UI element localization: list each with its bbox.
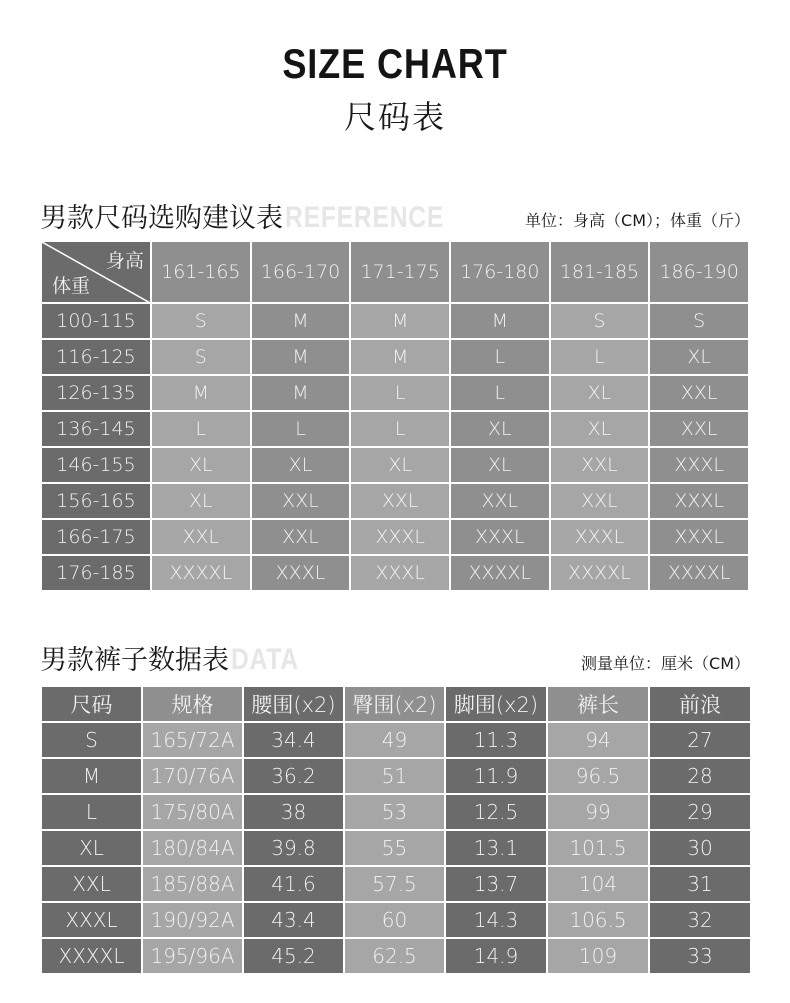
table-row xyxy=(41,938,751,974)
pants-ghost-text: DATA xyxy=(231,643,299,676)
size-cell: L xyxy=(251,411,351,447)
size-cell: L xyxy=(550,339,650,375)
size-cell: XXL xyxy=(649,411,749,447)
measurement-cell: 32 xyxy=(649,902,751,938)
measurement-cell: 36.2 xyxy=(243,758,344,794)
size-cell: S xyxy=(649,303,749,339)
measurement-cell: 31 xyxy=(649,866,751,902)
corner-weight-label: 体重 xyxy=(52,275,91,297)
table-row xyxy=(41,758,751,794)
table-row xyxy=(41,303,749,339)
size-recommendation-table xyxy=(40,240,750,592)
size-cell: M xyxy=(251,375,351,411)
size-cell: M xyxy=(350,339,450,375)
measurement-cell: 13.7 xyxy=(445,866,547,902)
column-header: 前浪 xyxy=(649,686,751,722)
table-row xyxy=(41,830,751,866)
measurement-cell: 96.5 xyxy=(547,758,649,794)
size-cell: M xyxy=(251,303,351,339)
measurement-cell: 12.5 xyxy=(445,794,547,830)
size-cell: XL xyxy=(649,339,749,375)
weight-cell: 176-185 xyxy=(41,555,151,591)
size-cell: XXXXL xyxy=(550,555,650,591)
reference-section-title xyxy=(40,196,479,235)
measurement-cell: 195/96A xyxy=(142,938,243,974)
measurement-cell: 106.5 xyxy=(547,902,649,938)
measurement-cell: 94 xyxy=(547,722,649,758)
size-cell: XL xyxy=(350,447,450,483)
table-row xyxy=(41,555,749,591)
title-chinese: 尺码表 xyxy=(343,98,446,136)
size-label-cell: XXL xyxy=(41,866,142,902)
corner-height-label: 身高 xyxy=(105,250,144,272)
height-header: 181-185 xyxy=(550,241,650,303)
column-header: 裤长 xyxy=(547,686,649,722)
measurement-cell: 104 xyxy=(547,866,649,902)
table-row xyxy=(41,794,751,830)
measurement-cell: 29 xyxy=(649,794,751,830)
size-cell: XXL xyxy=(251,519,351,555)
size-cell: XXXL xyxy=(649,447,749,483)
size-cell: XXL xyxy=(350,483,450,519)
size-cell: XL xyxy=(151,483,251,519)
size-cell: XXXL xyxy=(350,519,450,555)
size-cell: XXXL xyxy=(649,519,749,555)
measurement-cell: 14.3 xyxy=(445,902,547,938)
size-cell: S xyxy=(550,303,650,339)
size-cell: L xyxy=(450,339,550,375)
measurement-cell: 165/72A xyxy=(142,722,243,758)
size-cell: XXL xyxy=(550,447,650,483)
table-row xyxy=(41,722,751,758)
column-header: 尺码 xyxy=(41,686,142,722)
size-cell: XL xyxy=(151,447,251,483)
measurement-cell: 45.2 xyxy=(243,938,344,974)
table-row xyxy=(41,447,749,483)
measurement-cell: 101.5 xyxy=(547,830,649,866)
size-cell: M xyxy=(151,375,251,411)
measurement-cell: 170/76A xyxy=(142,758,243,794)
measurement-cell: 28 xyxy=(649,758,751,794)
column-header: 臀围(x2) xyxy=(344,686,445,722)
title-english: SIZE CHART xyxy=(282,40,508,87)
height-header: 186-190 xyxy=(649,241,749,303)
table-row xyxy=(41,339,749,375)
measurement-cell: 175/80A xyxy=(142,794,243,830)
height-header: 171-175 xyxy=(350,241,450,303)
size-label-cell: M xyxy=(41,758,142,794)
weight-cell: 136-145 xyxy=(41,411,151,447)
measurement-cell: 51 xyxy=(344,758,445,794)
weight-cell: 146-155 xyxy=(41,447,151,483)
size-cell: XL xyxy=(550,375,650,411)
column-header: 腰围(x2) xyxy=(243,686,344,722)
measurement-cell: 60 xyxy=(344,902,445,938)
reference-unit-note: 单位：身高（CM）；体重（斤） xyxy=(525,211,750,230)
size-cell: XXXXL xyxy=(151,555,251,591)
measurement-cell: 27 xyxy=(649,722,751,758)
size-cell: XL xyxy=(550,411,650,447)
weight-cell: 156-165 xyxy=(41,483,151,519)
size-cell: L xyxy=(350,375,450,411)
size-cell: XXXL xyxy=(550,519,650,555)
size-cell: XL xyxy=(450,411,550,447)
table-row xyxy=(41,375,749,411)
size-label-cell: XXXL xyxy=(41,902,142,938)
size-label-cell: XXXXL xyxy=(41,938,142,974)
weight-cell: 126-135 xyxy=(41,375,151,411)
weight-cell: 100-115 xyxy=(41,303,151,339)
table-row xyxy=(41,519,749,555)
size-cell: M xyxy=(350,303,450,339)
height-header: 161-165 xyxy=(151,241,251,303)
size-cell: M xyxy=(251,339,351,375)
weight-cell: 166-175 xyxy=(41,519,151,555)
size-cell: XXXL xyxy=(350,555,450,591)
size-cell: XL xyxy=(251,447,351,483)
pants-data-table xyxy=(40,685,752,975)
reference-title-text: 男款尺码选购建议表 xyxy=(40,203,283,234)
size-cell: XXL xyxy=(649,375,749,411)
pants-section-title xyxy=(40,638,314,677)
size-cell: XXL xyxy=(151,519,251,555)
measurement-cell: 33 xyxy=(649,938,751,974)
measurement-cell: 30 xyxy=(649,830,751,866)
size-cell: M xyxy=(450,303,550,339)
measurement-cell: 38 xyxy=(243,794,344,830)
size-cell: XXXXL xyxy=(649,555,749,591)
measurement-cell: 11.3 xyxy=(445,722,547,758)
measurement-cell: 11.9 xyxy=(445,758,547,794)
weight-cell: 116-125 xyxy=(41,339,151,375)
size-label-cell: L xyxy=(41,794,142,830)
column-header: 规格 xyxy=(142,686,243,722)
column-header: 脚围(x2) xyxy=(445,686,547,722)
pants-title-text: 男款裤子数据表 xyxy=(40,645,229,676)
pants-header-row xyxy=(41,686,751,722)
measurement-cell: 14.9 xyxy=(445,938,547,974)
size-cell: L xyxy=(151,411,251,447)
pants-unit-note: 测量单位：厘米（CM） xyxy=(581,654,750,673)
size-cell: XXL xyxy=(550,483,650,519)
measurement-cell: 62.5 xyxy=(344,938,445,974)
size-cell: XXXL xyxy=(450,519,550,555)
height-header: 176-180 xyxy=(450,241,550,303)
size-cell: XXL xyxy=(450,483,550,519)
size-cell: L xyxy=(450,375,550,411)
size-cell: XXXL xyxy=(251,555,351,591)
measurement-cell: 49 xyxy=(344,722,445,758)
table-row xyxy=(41,483,749,519)
size-cell: S xyxy=(151,339,251,375)
measurement-cell: 34.4 xyxy=(243,722,344,758)
size-cell: S xyxy=(151,303,251,339)
size-cell: XL xyxy=(450,447,550,483)
measurement-cell: 99 xyxy=(547,794,649,830)
measurement-cell: 180/84A xyxy=(142,830,243,866)
size-label-cell: S xyxy=(41,722,142,758)
reference-header-row xyxy=(41,241,749,303)
measurement-cell: 13.1 xyxy=(445,830,547,866)
measurement-cell: 109 xyxy=(547,938,649,974)
size-label-cell: XL xyxy=(41,830,142,866)
table-row xyxy=(41,866,751,902)
measurement-cell: 43.4 xyxy=(243,902,344,938)
table-row xyxy=(41,411,749,447)
table-row xyxy=(41,902,751,938)
size-cell: L xyxy=(350,411,450,447)
measurement-cell: 57.5 xyxy=(344,866,445,902)
measurement-cell: 190/92A xyxy=(142,902,243,938)
measurement-cell: 39.8 xyxy=(243,830,344,866)
measurement-cell: 53 xyxy=(344,794,445,830)
measurement-cell: 55 xyxy=(344,830,445,866)
measurement-cell: 185/88A xyxy=(142,866,243,902)
reference-ghost-text: REFERENCE xyxy=(285,201,445,234)
height-header: 166-170 xyxy=(251,241,351,303)
size-cell: XXXL xyxy=(649,483,749,519)
size-cell: XXXXL xyxy=(450,555,550,591)
corner-cell xyxy=(41,241,151,303)
measurement-cell: 41.6 xyxy=(243,866,344,902)
size-cell: XXL xyxy=(251,483,351,519)
